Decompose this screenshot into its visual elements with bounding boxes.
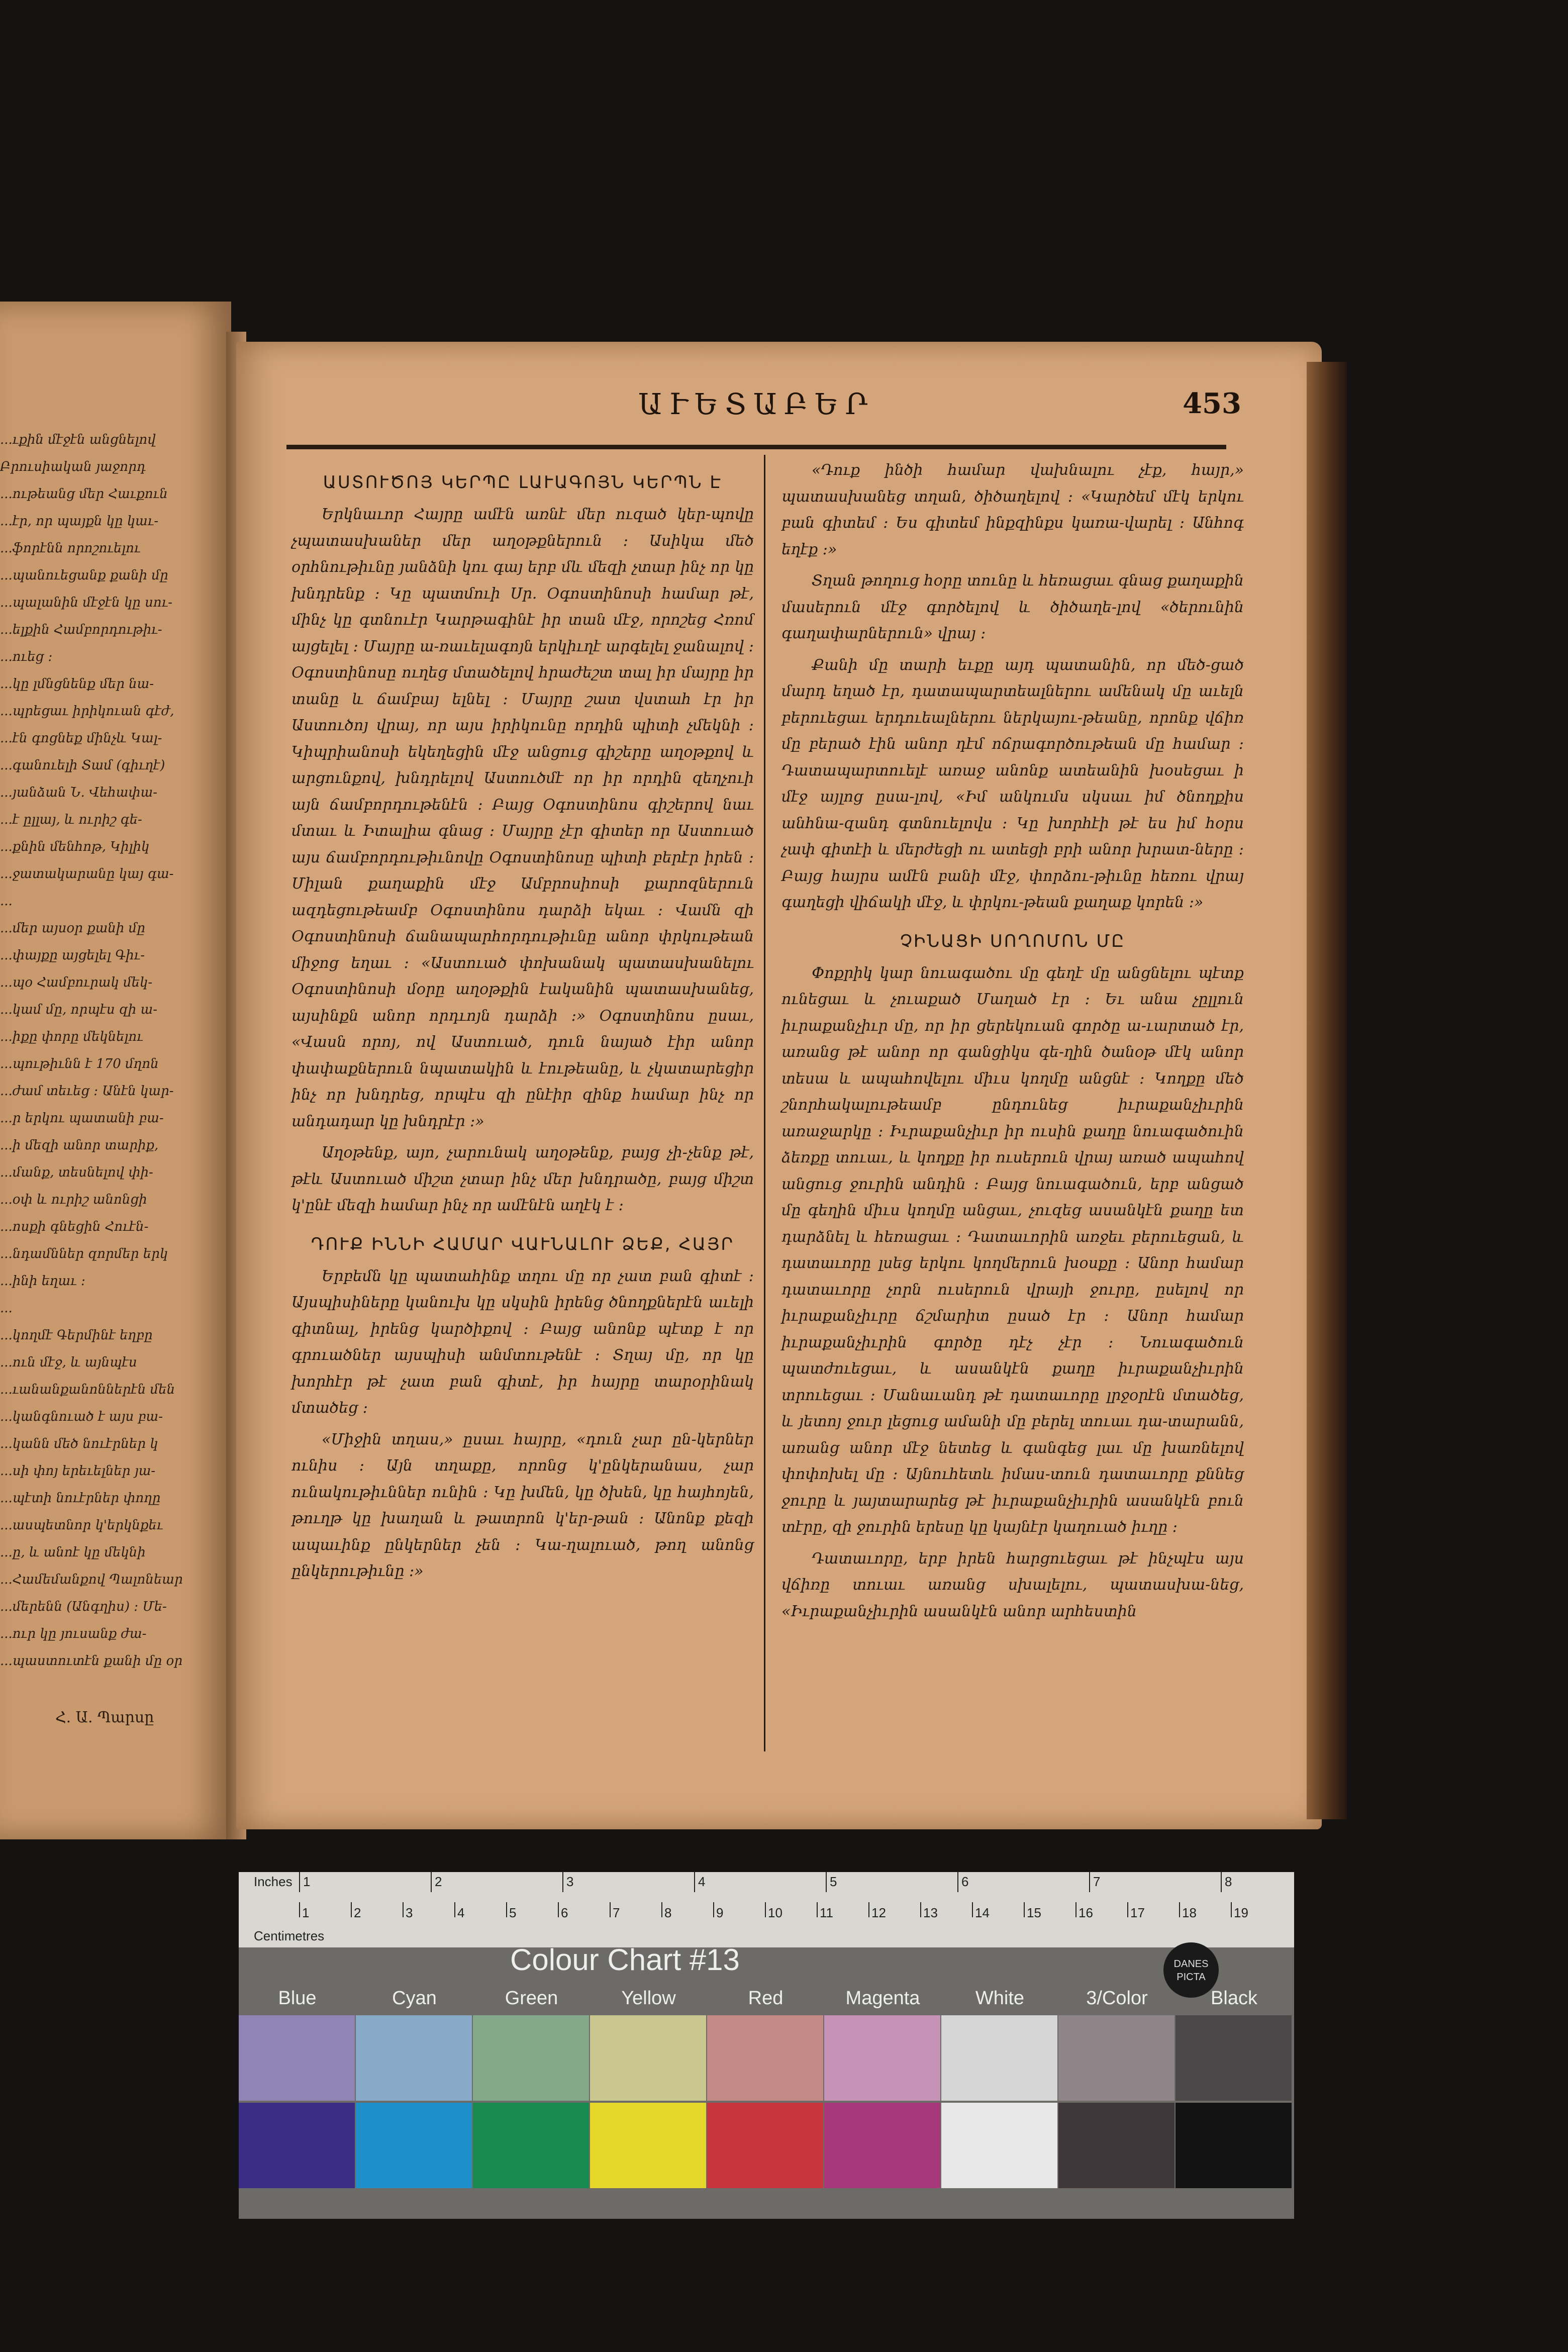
- left-page-line: ...պօ Համբուրակ մեկ-: [0, 975, 153, 990]
- ruler-cm-number: 13: [923, 1905, 938, 1920]
- ruler-inch-tick: [562, 1872, 563, 1892]
- colour-chart-title: Colour Chart #13: [510, 1943, 740, 1977]
- ruler-inch-tick: [1089, 1872, 1090, 1892]
- column-right: [781, 457, 1244, 1630]
- colour-patch-light: [356, 2015, 472, 2101]
- left-page-line: ...յանձան Ն. Վեհափա-: [0, 785, 158, 800]
- colour-patch-saturated: [941, 2103, 1057, 2188]
- left-page-line: ...ասպետնոր կ'երկնքեւ: [0, 1518, 163, 1533]
- left-page-line: ...ւքին մէջէն անցնելով: [0, 432, 156, 447]
- left-page-line: ...պութիւնն է 170 մղոն: [0, 1056, 159, 1071]
- colour-patch-light: [824, 2015, 940, 2101]
- left-page-line: ...մեր այսօր քանի մը: [0, 921, 145, 936]
- patch-label: Yellow: [621, 1988, 676, 2009]
- left-page-line: ...կանգնուած է այս բա-: [0, 1409, 163, 1424]
- left-page-line: ...սի փոյ երեւելներ յա-: [0, 1463, 156, 1479]
- book-page-edges: [1307, 362, 1347, 1819]
- ruler-cm-number: 5: [509, 1905, 517, 1920]
- patch-label: Red: [748, 1988, 783, 2009]
- ruler-inch-tick: [957, 1872, 958, 1892]
- left-page-line: ...իքը փորը մեկնելու: [0, 1029, 143, 1044]
- colour-patch-light: [941, 2015, 1057, 2101]
- header-rule: [286, 445, 1226, 449]
- ruler-cm-tick: [817, 1902, 818, 1917]
- masthead: ԱՒԵՏԱԲԵՐ: [638, 387, 875, 421]
- ruler-cm-tick: [454, 1902, 455, 1917]
- article-paragraph: Փոքրիկ կար նուագածու մը գեղէ մը անցնելու պէտք ունեցաւ և չուաքած Մաղած էր ։ Եւ անա չըլլուն իւրաքանչիւր մը, որ իր ցերեկուան գործը ա-ւարտած էր, առանց թէ անոր որ գանցիկս գե-ղին ծանօթ մէկ անոր տեսա և ապահովելու միւս կողմը անցնէ ։ Կողքը մեծ շնորհակալութեամբ ընդունեց իւրաքանչիւրին առաջարկը ։ Իւրաքանչիւր իր ուսին քաղը նուագածուին ձեռքը տուաւ, և կողքը իր ուսերուն վրայ առած ապահով անցուց ջուրին անդին ։ Բայց նուագածուն, երբ անցած մը գեղին միւս կողմը անցաւ, չուզեց ասանկէն քաղը ետ դարձնել և հեռացաւ ։ Դատաւորին առջեւ բերուեցան, և դատաւորը լսեց երկու կողմերուն խօսքը ։ Անոր համար դատաւորը չորն ուսերուն վրայի ջուրը, ըսելով որ իւրաքանչիւրը ճշմարիտ ըսած էր ։ Անոր համար իւրաքանչիւրին գործը դէչ չէր ։ Նուագածուն պատժուեցաւ, և ասանկէն քաղը իւրաքանչիւրին տրուեցաւ ։ Մանաւանդ թէ դատաւորը լրջօրէն մտածեց, և յետոյ ջուր լեցուց ամանի մը բերել տուաւ դա-տարանն, առանց անոր մէջ նետեց և գանգեց լաւ մը խառնելով փոփոխել մը ։ Այնուհետև իմաս-տուն դատաւորը քննեց ջուրը և յայտարարեց թէ իւրաքանչիւրին ասանկէն բուն տէրը, զի ջուրին երեսը կը կայնէր կաղուած իւղը ։: [781, 964, 1244, 1536]
- ruler-cm-tick: [403, 1902, 404, 1917]
- left-page-line: ...կը լմնցնենք մեր նա-: [0, 676, 154, 692]
- ruler-cm-tick: [1231, 1902, 1232, 1917]
- colour-patch-light: [590, 2015, 706, 2101]
- colour-patch-light: [239, 2015, 355, 2101]
- right-page: [236, 342, 1322, 1829]
- ruler-cm-number: 1: [302, 1905, 310, 1920]
- patch-label: Green: [505, 1988, 558, 2009]
- left-page-line: ...ուն մէջ, և այնպէս: [0, 1355, 137, 1370]
- patch-labels: [239, 1988, 1294, 2018]
- ruler-cm-number: 9: [716, 1905, 724, 1920]
- article-paragraph: Երկնաւոր Հայրը ամէն առնէ մեր ուզած կեր-պովը չպատասխաներ մեր աղօթքներուն ։ Ասիկա մեծ օրհնութիւնը յանձնի կու գայ երբ մև մեզի չտար ինչ որ կը խնդրենք ։ Կը պատմուի Սր. Օգոստինոսի համար թէ, մինչ կը գտնուէր Կարթագինէ իր տան մէջ, որոշեց Հռոմ այցելել ։ Մայրը ա-ռաւելագոյն երկիւղէ արգելել ջանալով ։ Օգոստինոսը ուղեց մտածելով հրաժեշտ տալ իր մայրը իր տանը և ճամբայ ելնել ։ Մայրը շատ վստահ էր իր Աստուծոյ վրայ, որ այս իրիկունը որդին պիտի չմեկնի ։ Կիպրիանոսի եկեղեցին մէջ անցուց գիշերը աղօթքով և արցունքով, խնդրելով Աստուծմէ որ իր որդին զեղչուի այն ճամբորդութենէն ։ Բայց Օգոստինոս գիշերով նաւ մտաւ և Իտալիա գնաց ։ Մայրը չէր գիտեր որ Աստուած այս ճամբորդութիւնովը Օգոստինոսը պիտի բերէր իրեն ։ Միլան քաղաքին մէջ Ամբրոսիոսի քարոզներուն ազդեցութեամբ Օգոստինոս դարձի եկաւ ։ Վամն զի Օգոստինոսի ճանապարհորդութիւնը անոր փրկութեան միջոց եղաւ ։ «Աստուած փոխանակ պատասխանելու Օգոստինոսի մօրը աղօթքին էականին պատասխանեց, այսինքն անոր որդւոյն դարձի ։» Օգոստինոս ըսաւ, «Վասն որոյ, ով Աստուած, դուն նայած էիր անոր փափաքներուն նպատակին և էութեանը, և չկատարեցիր ինչ որ խնդրեց, որպէս զի ընէիր զինք համար ինչ որ անդադար կը խնդրէր ։»: [291, 506, 754, 1130]
- left-page-line: Բրուսիական յաջորդ: [0, 459, 146, 474]
- ruler-cm-tick: [558, 1902, 559, 1917]
- ruler-inch-tick: [299, 1872, 300, 1892]
- ruler-inch-number: 8: [1225, 1874, 1232, 1889]
- left-page-line: ...պաստուտէն քանի մը օր: [0, 1653, 183, 1669]
- colour-patch-saturated: [707, 2103, 823, 2188]
- ruler-cm-tick: [299, 1902, 300, 1917]
- ruler-cm-tick: [1024, 1902, 1025, 1917]
- ruler-cm-tick: [610, 1902, 611, 1917]
- ruler-cm-tick: [972, 1902, 973, 1917]
- ruler-inch-number: 7: [1093, 1874, 1101, 1889]
- colour-patch-saturated: [1175, 2103, 1292, 2188]
- left-page-line: ...ութեանց մեր Հաւքուն: [0, 486, 168, 502]
- page-header: [286, 387, 1241, 437]
- left-page-line: ...պանուեցանք քանի մը: [0, 568, 168, 583]
- ruler-cm-tick: [1179, 1902, 1180, 1917]
- left-page-line: ...պէտի նուէրներ փողը: [0, 1491, 161, 1506]
- left-page-line: ...ը, և անոէ կը մեկնի: [0, 1545, 146, 1560]
- ruler-inch-tick: [431, 1872, 432, 1892]
- left-page-line: ...կանն մեծ նուէրներ կ: [0, 1436, 158, 1451]
- ruler-inch-number: 2: [435, 1874, 442, 1889]
- colour-patch-saturated: [239, 2103, 355, 2188]
- left-page-line: ...ի մեզի անոր տարիք,: [0, 1138, 159, 1153]
- left-page-line: ...քնին մենհոթ, Կիլիկ: [0, 839, 150, 854]
- ruler-cm-number: 17: [1130, 1905, 1145, 1920]
- left-page-line: ...օփ և ուրիշ անոնցի: [0, 1192, 147, 1207]
- ruler-inch-number: 5: [830, 1874, 837, 1889]
- left-page-line: ...նդամններ զորմեր երկ: [0, 1246, 168, 1261]
- ruler-cm-tick: [868, 1902, 869, 1917]
- ruler-cm-tick: [1127, 1902, 1128, 1917]
- ruler: [239, 1872, 1294, 1947]
- article-paragraph: Աղօթենք, այո, չարունակ աղօթենք, բայց չի-չենք թէ, թէև Աստուած միշտ չտար ինչ մեր խնդրածը, բայց միշտ կ'ընէ մեզի համար ինչ որ ամէնէն աղէկ է ։: [291, 1144, 754, 1214]
- left-page-line: ...էն գոցնեք մինչև Կալ-: [0, 731, 162, 746]
- ruler-cm-number: 18: [1182, 1905, 1197, 1920]
- patch-label: Magenta: [845, 1988, 920, 2009]
- ruler-cm-number: 4: [457, 1905, 465, 1920]
- left-page-line: ...պալանին մէջէն կը սու-: [0, 595, 173, 610]
- ruler-inch-tick: [826, 1872, 827, 1892]
- left-page-line: ...ուր կը յուսանք ժա-: [0, 1626, 147, 1641]
- left-page-line: ...պրեցաւ իրիկուան գէժ,: [0, 704, 174, 719]
- ruler-cm-label: Centimetres: [254, 1928, 325, 1943]
- ruler-cm-number: 16: [1079, 1905, 1093, 1920]
- ruler-inch-number: 1: [303, 1874, 311, 1889]
- ruler-cm-number: 3: [406, 1905, 413, 1920]
- left-page-line: ...ինի եղաւ ։: [0, 1273, 85, 1289]
- left-page-line: ...կամ մը, որպէս զի ա-: [0, 1002, 158, 1017]
- left-page-line: ...ուեց ։: [0, 649, 53, 664]
- patch-label: 3/Color: [1086, 1988, 1148, 2009]
- left-page-line: ...ֆորէնն որոշուելու: [0, 541, 141, 556]
- left-page-line: ...է ըլլայ, և ուրիշ գե-: [0, 812, 142, 827]
- left-page-line: ...: [0, 894, 13, 909]
- article-paragraph: Տղան թողուց հօրը տունը և հեռացաւ գնաց քաղաքին մասերուն մէջ գործելով և ծիծաղե-լով «ծերունին գաղափարներուն» վրայ ։: [781, 572, 1244, 642]
- patch-label: Black: [1211, 1988, 1257, 2009]
- ruler-inch-tick: [1221, 1872, 1222, 1892]
- left-page-line: ...ր երկու պատանի բա-: [0, 1111, 164, 1126]
- ruler-cm-tick: [1075, 1902, 1076, 1917]
- left-page-line: ...ւանանքանոններէն մեն: [0, 1382, 175, 1397]
- article-paragraph: «Դուք ինծի համար վախնալու չէք, հայր,» պատասխանեց տղան, ծիծաղելով ։ «Կարծեմ մէկ երկու բան գիտեմ ։ Ես գիտեմ ինքզինքս կառա-վարել ։ Անհոգ եղէք ։»: [781, 461, 1244, 558]
- article-title: ԱՍՏՈՒԾՈՅ ԿԵՐՊԸ ԼԱՒԱԳՈՅՆ ԿԵՐՊՆ Է: [323, 472, 723, 493]
- left-page-line: ...ոսքի գնեցին Հուէն-: [0, 1219, 149, 1234]
- colour-patch-saturated: [356, 2103, 472, 2188]
- article-paragraph: Երբեմն կը պատահինք տղու մը որ չատ բան գիտէ ։ Այսպիսիները կանուխ կը սկսին իրենց ծնողքներէն աւելի գիտնալ, իրենց կարծիքով ։ Բայց անոնք պէտք է որ գրուածներ այսպիսի անմտութենէ ։ Տղայ մը, որ կը խորհէր թէ չատ բան գիտէ, իր հայրը տարօրինակ մտածեց ։: [291, 1267, 754, 1417]
- ruler-cm-number: 2: [354, 1905, 361, 1920]
- article-paragraph: Դատաւորը, երբ իրեն հարցուեցաւ թէ ինչպէս այս վճիռը տուաւ առանց սխալելու, պատասխա-նեց, «Իւրաքանչիւրին ասանկէն անոր արհեստին: [781, 1549, 1244, 1620]
- article-title: ԴՈՒՔ ԻՆՆԻ ՀԱՄԱՐ ՎԱՒՆԱԼՈՒ ՁԵՔ, ՀԱՅՐ: [311, 1234, 735, 1254]
- danes-picta-logo: DANES PICTA: [1163, 1942, 1219, 1998]
- left-page-line: ...ջատակարանը կայ գա-: [0, 866, 174, 881]
- left-page-text: [0, 432, 221, 1681]
- page-number: 453: [1183, 387, 1241, 420]
- ruler-cm-number: 6: [561, 1905, 568, 1920]
- left-page-line: ...էր, որ պայքն կը կաւ-: [0, 514, 159, 529]
- article-paragraph: Քանի մը տարի եւքը այդ պատանին, որ մեծ-ցած մարդ եղած էր, դատապարտեալներու ամենակ մը աւելն բերուեցաւ երդուեալներու ներկայու-թեանը, որոնք վճիռ մը բերած էին անոր դէմ ոճրագործութեան մը համար ։ Դատապարտուելէ առաջ անոնք ատեանին խօսեցաւ ի մէջ այլոց ըսա-լով, «Իմ անկումս սկսաւ իմ ծնողքիս անհնա-զանդ գտնուելովս ։ Կը խորհէի թէ ես իմ հօրս չափ գիտէի և մերժեցի ու ատեցի բրի անոր խրատ-ները ։ Բայց հայրս ամէն բանի մէջ, փորձու-թիւնը հեռու վրայ գաղեցի վիճակի մէջ, և փրկու-թեան քաղաք կորեն ։»: [781, 656, 1244, 911]
- colour-patch-saturated: [473, 2103, 589, 2188]
- ruler-inches-label: Inches: [254, 1874, 292, 1889]
- colour-patch-saturated: [824, 2103, 940, 2188]
- patch-label: Cyan: [392, 1988, 437, 2009]
- ruler-cm-tick: [351, 1902, 352, 1917]
- ruler-cm-number: 15: [1027, 1905, 1041, 1920]
- ruler-cm-number: 10: [768, 1905, 782, 1920]
- colour-patch-saturated: [590, 2103, 706, 2188]
- left-page-line: ...: [0, 1301, 13, 1316]
- colour-chart: [239, 1872, 1294, 2219]
- left-page-line: ...մերենն (Անգղիս) ։ Մե-: [0, 1599, 167, 1614]
- ruler-cm-tick: [661, 1902, 662, 1917]
- colour-patch-light: [473, 2015, 589, 2101]
- ruler-cm-number: 14: [975, 1905, 990, 1920]
- patch-label: White: [975, 1988, 1025, 2009]
- left-page-line: ...գանուելի Տամ (գիւղէ): [0, 758, 165, 773]
- article-paragraph: «Միջին տղաս,» ըսաւ հայրը, «դուն չար ըն-կերներ ունիս ։ Այն տղաքը, որոնց կ'ընկերանաս, չար ունակութիւններ ունին ։ Կը խմեն, կը ծխեն, կը հայհոյեն, թուղթ կը խաղան և թատրոն կ'եր-թան ։ Անոնք քեզի ապաւինք ընկերներ չեն ։ Կա-ղալուած, թող անոնց ընկերութիւնը ։»: [291, 1430, 754, 1580]
- column-rule: [764, 455, 765, 1751]
- colour-patch-light: [1058, 2015, 1174, 2101]
- ruler-cm-number: 7: [613, 1905, 620, 1920]
- ruler-inch-number: 3: [566, 1874, 574, 1889]
- colour-patch-light: [707, 2015, 823, 2101]
- left-page-signature: Հ. Ա. Պարսը: [55, 1709, 154, 1726]
- ruler-cm-number: 12: [871, 1905, 886, 1920]
- ruler-cm-number: 8: [664, 1905, 672, 1920]
- article-title: ՉԻՆԱՑԻ ՍՈՂՈՄՈՆ ՄԸ: [900, 931, 1126, 951]
- ruler-cm-tick: [765, 1902, 766, 1917]
- ruler-inch-number: 4: [698, 1874, 706, 1889]
- left-page-line: ...Համեմանքով Պալոնեար: [0, 1572, 183, 1587]
- left-page-line: ...փայքը այցելել Գիւ-: [0, 948, 145, 963]
- colour-patch-light: [1175, 2015, 1292, 2101]
- column-left: [291, 457, 754, 1590]
- ruler-inch-tick: [694, 1872, 695, 1892]
- ruler-inch-number: 6: [961, 1874, 969, 1889]
- left-page-line: ...մանք, տեսնելով փի-: [0, 1165, 153, 1180]
- ruler-cm-tick: [713, 1902, 714, 1917]
- left-page: [0, 302, 231, 1839]
- left-page-line: ...ժամ տեւեց ։ Անէն կար-: [0, 1084, 174, 1099]
- ruler-cm-tick: [506, 1902, 507, 1917]
- ruler-cm-number: 11: [820, 1905, 833, 1920]
- ruler-cm-number: 19: [1234, 1905, 1248, 1920]
- colour-patch-saturated: [1058, 2103, 1174, 2188]
- left-page-line: ...կողմէ Գերմինէ եղբը: [0, 1328, 153, 1343]
- left-page-line: ...ելքին Համբորդութիւ-: [0, 622, 162, 637]
- ruler-cm-tick: [920, 1902, 921, 1917]
- patch-label: Blue: [278, 1988, 317, 2009]
